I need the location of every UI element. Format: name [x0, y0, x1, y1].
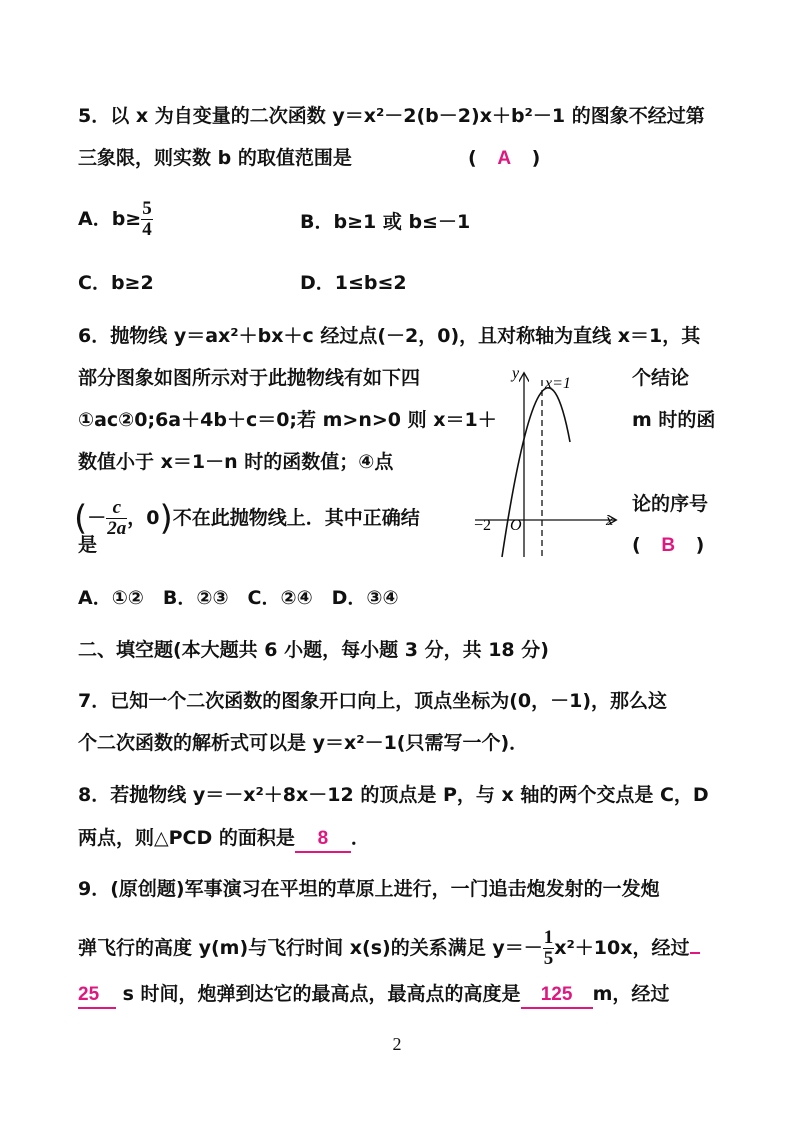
q5-stem: 三象限，则实数 b 的取值范围是 — [78, 147, 352, 169]
q5-option-c: C．b≥2 — [78, 272, 154, 294]
graph-neg2-label: −2 — [474, 517, 492, 534]
q9-line1: 9．(原创题)军事演习在平坦的草原上进行，一门追击炮发射的一发炮 — [78, 878, 660, 900]
q8-line1: 8．若抛物线 y＝－x²＋8x－12 的顶点是 P，与 x 轴的两个交点是 C，D — [78, 784, 709, 806]
q9-answer-time: 25 — [78, 983, 116, 1009]
section2-title: 二、填空题(本大题共 6 小题，每小题 3 分，共 18 分) — [78, 639, 549, 661]
q6-options: A．①② B．②③ C．②④ D．③④ — [78, 587, 399, 609]
q9-fraction: $\frac{1}{5}$ — [543, 927, 554, 969]
q6-answer-paren: ( B ) — [632, 534, 705, 556]
q6-line3-right: m 时的函 — [632, 409, 716, 431]
graph-symmetry-label: x=1 — [545, 375, 571, 392]
q5-option-a: A．b≥ $\frac{5}{4}$ — [78, 198, 152, 240]
q5-answer-paren: ( A ) — [468, 147, 541, 169]
q5-option-d: D．1≤b≤2 — [300, 272, 407, 294]
q6-line6-left: 是 — [78, 534, 98, 556]
q6-line2-left: 部分图象如图所示对于此抛物线有如下四 — [78, 367, 421, 389]
q7-line1: 7．已知一个二次函数的图象开口向上，顶点坐标为(0，－1)，那么这 — [78, 690, 668, 712]
q9-line3: 25 s 时间，炮弹到达它的最高点，最高点的高度是 125 m，经过 — [78, 982, 669, 1009]
graph-origin-label: O — [510, 517, 522, 534]
q9-line2: 弹飞行的高度 y(m)与飞行时间 x(s)的关系满足 y＝－ $\frac{1}{5}$ x²＋10x，经过 — [78, 928, 700, 969]
q5-option-b: B．b≥1 或 b≤－1 — [300, 211, 471, 233]
q5-line2 — [78, 146, 352, 170]
q8-line2: 两点，则△PCD 的面积是 8 ． — [78, 826, 370, 853]
q6-line4: 数值小于 x＝1－n 时的函数值；④点 — [78, 451, 394, 473]
q6-line2-right: 个结论 — [632, 367, 690, 389]
q6-parabola-graph — [470, 362, 630, 562]
page-number: 2 — [392, 1034, 402, 1054]
q5-option-a-fraction: $\frac{5}{4}$ — [142, 198, 152, 240]
q6-line3-left: ①ac②0;6a＋4b＋c＝0;若 m>n>0 则 x＝1＋ — [78, 409, 497, 431]
q6-paren-right: ) — [159, 498, 173, 539]
q9-answer-height: 125 — [521, 983, 593, 1009]
q6-answer: B — [661, 535, 676, 556]
graph-x-label: x — [606, 512, 614, 529]
q6-line5-right: 论的序号 — [632, 493, 709, 515]
q6-point-fraction: $\frac{c}{2a}$ — [107, 497, 127, 539]
q7-line2: 个二次函数的解析式可以是 y＝x²－1(只需写一个)． — [78, 732, 529, 754]
q5-answer: A — [497, 148, 512, 169]
q6-line1: 6．抛物线 y＝ax²＋bx＋c 经过点(－2，0)，且对称轴为直线 x＝1，其 — [78, 325, 701, 347]
q8-answer: 8 — [295, 827, 351, 853]
q6-line5: (－ $\frac{c}{2a}$ ，0)不在此抛物线上．其中正确结 — [74, 497, 420, 539]
q9-blank-start — [690, 952, 700, 954]
q6-paren-left: ( — [74, 498, 88, 539]
graph-y-label: y — [512, 365, 520, 382]
q5-line1: 5．以 x 为自变量的二次函数 y＝x²－2(b－2)x＋b²－1 的图象不经过第 — [78, 105, 705, 127]
